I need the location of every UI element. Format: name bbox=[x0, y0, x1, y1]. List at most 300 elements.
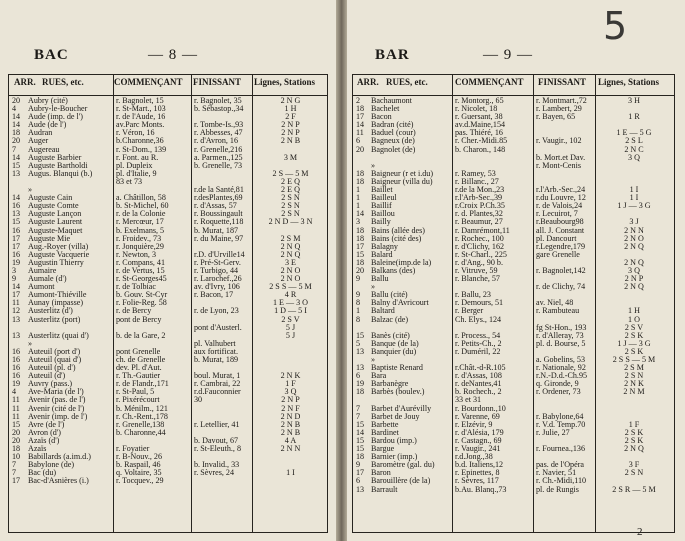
cell-start: r. St-Charl., 225 bbox=[455, 250, 507, 259]
table-rows bbox=[353, 97, 674, 494]
table-row bbox=[9, 97, 327, 105]
table-row bbox=[353, 429, 674, 437]
cell-street: Bachaumont bbox=[371, 97, 412, 105]
cell-start: r. d'Alésia, 179 bbox=[455, 428, 504, 437]
col-header-end: FINISSANT bbox=[538, 77, 587, 87]
cell-start: r. Font. au R. bbox=[116, 153, 159, 162]
cell-start: pas. Thiéré, 16 bbox=[455, 129, 503, 138]
cell-lines: 5 J bbox=[285, 331, 296, 340]
cell-start: r. Vitruve, 59 bbox=[455, 266, 498, 275]
col-header-arr: ARR. bbox=[357, 77, 379, 87]
cell-lines: 2 N P bbox=[281, 121, 300, 130]
cell-arr: 9 bbox=[12, 275, 17, 284]
cell-end: b. Grenelle, 73 bbox=[194, 161, 243, 170]
cell-arr: 17 bbox=[356, 469, 365, 478]
table-row bbox=[353, 137, 674, 145]
cell-end: r. Navier, 51 bbox=[536, 469, 577, 478]
cell-start: r. Épinettes, 8 bbox=[455, 469, 500, 478]
cell-lines: 2 S V bbox=[624, 323, 644, 332]
cell-lines: 3 F bbox=[628, 461, 640, 470]
cell-end: r. Bacon, 17 bbox=[194, 291, 234, 300]
cell-lines: 2 N B bbox=[280, 428, 301, 437]
table-row bbox=[353, 348, 674, 356]
table-row bbox=[353, 113, 674, 121]
cell-end: gare Grenelle bbox=[536, 250, 580, 259]
cell-arr: 20 bbox=[356, 266, 365, 275]
cell-lines: 3 J bbox=[629, 218, 639, 227]
cell-start: b. de la Gare, 2 bbox=[116, 331, 166, 340]
cell-end: a. Gobelins, 53 bbox=[536, 356, 586, 364]
table-row bbox=[353, 194, 674, 202]
cell-street: Aubry-le-Boucher bbox=[28, 105, 88, 114]
table-row bbox=[353, 380, 674, 388]
cell-start: q. Voltaire, 35 bbox=[116, 469, 162, 478]
cell-street: Balagny bbox=[371, 242, 398, 251]
cell-arr: 1 bbox=[356, 186, 361, 195]
cell-end: r. Fournea.,136 bbox=[536, 445, 586, 454]
cell-end: r. Letellier, 41 bbox=[194, 420, 240, 429]
cell-lines: 2 N D — 3 N bbox=[268, 218, 313, 227]
cell-start: r. deNantes,41 bbox=[455, 380, 502, 389]
cell-start: r. Ballu, 23 bbox=[455, 291, 491, 300]
cell-lines: 2 S M bbox=[280, 234, 301, 243]
cell-street: Aunay (impasse) bbox=[28, 299, 84, 308]
cell-end: a. Parmen.,125 bbox=[194, 153, 243, 162]
cell-street: Auguste Bartholdi bbox=[28, 161, 88, 170]
cell-start: b. Ménilm., 121 bbox=[116, 404, 168, 413]
cell-start: a. Châtillon, 58 bbox=[116, 194, 166, 203]
table-row bbox=[353, 97, 674, 105]
cell-start: 83 et 73 bbox=[116, 177, 143, 186]
table-row bbox=[9, 251, 327, 259]
cell-lines: 2 N B bbox=[280, 137, 301, 146]
cell-arr: 15 bbox=[12, 218, 21, 227]
table-row bbox=[9, 388, 327, 396]
cell-street: Bacon bbox=[371, 113, 392, 122]
left-page bbox=[0, 0, 336, 541]
cell-street: Aude (imp. de l') bbox=[28, 113, 83, 122]
cell-street: Bardinet bbox=[371, 428, 399, 437]
cell-lines: 2 N P bbox=[624, 275, 644, 284]
cell-end: r. Roquette,118 bbox=[194, 218, 244, 227]
cell-arr: 13 bbox=[356, 485, 365, 494]
cell-arr: 10 bbox=[12, 453, 21, 462]
cell-start: r. Grenelle,138 bbox=[116, 420, 165, 429]
table-row bbox=[9, 146, 327, 154]
cell-end: r.Beaubourg98 bbox=[536, 218, 584, 227]
cell-street: Balny d'Avricourt bbox=[371, 299, 429, 308]
table-row bbox=[9, 380, 327, 388]
cell-end: r. Cambrai, 22 bbox=[194, 380, 241, 389]
cell-start: b. St-Michel, 60 bbox=[116, 202, 169, 211]
cell-arr: 13 bbox=[12, 210, 21, 219]
table-row bbox=[353, 202, 674, 210]
table-row bbox=[353, 324, 674, 332]
cell-end: b. Murat, 189 bbox=[194, 356, 239, 364]
cell-street: Banque (de la) bbox=[371, 339, 419, 348]
cell-start: b. Charonne,44 bbox=[116, 428, 166, 437]
table-row bbox=[9, 372, 327, 380]
cell-lines: 1 E — 3 O bbox=[272, 299, 309, 308]
cell-lines: 2 N F bbox=[281, 404, 300, 413]
table-row bbox=[353, 372, 674, 380]
cell-lines: 2 N G bbox=[280, 97, 301, 105]
cell-arr: 6 bbox=[356, 477, 361, 486]
cell-arr: 16 bbox=[12, 347, 21, 356]
table-row bbox=[9, 283, 327, 291]
cell-end: pont d'Austerl. bbox=[194, 323, 242, 332]
table-row bbox=[9, 235, 327, 243]
cell-street: Bardou (imp.) bbox=[371, 436, 417, 445]
cell-arr: 7 bbox=[356, 404, 361, 413]
table-row bbox=[353, 267, 674, 275]
cell-lines: 2 N K bbox=[624, 380, 644, 389]
table-row bbox=[353, 227, 674, 235]
table-row bbox=[353, 445, 674, 453]
cell-start: r. B-Nouv., 26 bbox=[116, 453, 163, 462]
cell-start: pont de Bercy bbox=[116, 315, 162, 324]
cell-lines: 4 A bbox=[284, 436, 297, 445]
cell-arr: 13 bbox=[12, 331, 21, 340]
cell-street: Avenir (cité de l') bbox=[28, 404, 85, 413]
cell-end: pl. d. Bourse, 5 bbox=[536, 339, 586, 348]
table-row bbox=[353, 105, 674, 113]
cell-end: r. Julie, 27 bbox=[536, 428, 570, 437]
cell-arr: 6 bbox=[356, 372, 361, 381]
cell-street: Ave-Maria (de l') bbox=[28, 388, 84, 397]
table-row bbox=[9, 469, 327, 477]
cell-end: r.d.Fauconnier bbox=[194, 388, 241, 397]
table-row bbox=[9, 227, 327, 235]
table-row bbox=[9, 429, 327, 437]
table-row bbox=[353, 235, 674, 243]
cell-street: Barbès (boulev.) bbox=[371, 388, 425, 397]
table-row bbox=[353, 332, 674, 340]
table-row bbox=[353, 340, 674, 348]
cell-arr: 14 bbox=[356, 428, 365, 437]
cell-end: pl. Valhubert bbox=[194, 339, 236, 348]
cell-street: Bains (cité des) bbox=[371, 234, 422, 243]
table-row bbox=[9, 275, 327, 283]
cell-street: Bara bbox=[371, 372, 387, 381]
cell-arr: 15 bbox=[356, 436, 365, 445]
cell-street: Bachelet bbox=[371, 105, 400, 114]
cell-lines: 2 S N bbox=[281, 210, 300, 219]
cell-end: r. du Maine, 97 bbox=[194, 234, 244, 243]
table-row bbox=[353, 146, 674, 154]
cell-end: b. Invalid., 33 bbox=[194, 461, 240, 470]
cell-start: r. Jonquière,29 bbox=[116, 242, 164, 251]
cell-arr: 7 bbox=[12, 461, 17, 470]
cell-arr: 18 bbox=[356, 177, 365, 186]
table-row bbox=[9, 396, 327, 404]
cell-street: Augereau bbox=[28, 145, 60, 154]
cell-start: av.d.Maine,154 bbox=[455, 121, 506, 130]
cell-arr: 16 bbox=[12, 364, 21, 373]
cell-arr: 19 bbox=[12, 258, 21, 267]
cell-start: dev. Pl. d'Aut. bbox=[116, 364, 162, 373]
table-row bbox=[353, 469, 674, 477]
table-row bbox=[9, 121, 327, 129]
cell-end: fg St-Hon., 193 bbox=[536, 323, 587, 332]
page-heading-bar: BAR bbox=[375, 47, 410, 63]
cell-lines: 1 J — 3 G bbox=[617, 339, 651, 348]
cell-arr: 15 bbox=[356, 331, 365, 340]
cell-lines: 2 E Q bbox=[281, 177, 300, 186]
cell-start: b. Rochech., 2 bbox=[455, 388, 502, 397]
table-row bbox=[9, 210, 327, 218]
cell-start: Ch. Elys., 124 bbox=[455, 315, 502, 324]
cell-end: r.N.-D.d.-Ch.95 bbox=[536, 372, 588, 381]
cell-lines: 1 I bbox=[629, 194, 639, 203]
cell-end: r. Vaugir., 102 bbox=[536, 137, 582, 146]
table-row bbox=[353, 121, 674, 129]
cell-end: boul. Murat, 1 bbox=[194, 372, 241, 381]
cell-street: Aubry (cité) bbox=[28, 97, 68, 105]
cell-end: r. Ordener, 73 bbox=[536, 388, 581, 397]
cell-end: r.de la Santé,81 bbox=[194, 186, 244, 195]
cell-street: Baillif bbox=[371, 202, 392, 211]
cell-start: r. d'Ang., 90 b. bbox=[455, 258, 503, 267]
cell-start: r. Billanc., 27 bbox=[455, 177, 499, 186]
table-row bbox=[353, 275, 674, 283]
cell-start: r. St-Paul, 5 bbox=[116, 388, 155, 397]
cell-arr: 18 bbox=[12, 129, 21, 138]
table-row bbox=[9, 348, 327, 356]
cell-lines: 2 N N bbox=[624, 226, 644, 235]
cell-arr: 13 bbox=[356, 364, 365, 373]
table-row bbox=[9, 259, 327, 267]
cell-end: r. Montmart.,72 bbox=[536, 97, 587, 105]
cell-arr: 11 bbox=[356, 129, 364, 138]
col-header-start: COMMENÇANT bbox=[114, 77, 183, 87]
cell-arr: 8 bbox=[356, 315, 361, 324]
cell-arr: 8 bbox=[356, 299, 361, 308]
right-page bbox=[347, 0, 685, 541]
col-header-end: FINISSANT bbox=[193, 77, 242, 87]
cell-street: Avron (d') bbox=[28, 428, 61, 437]
cell-end: r. Babylone,64 bbox=[536, 412, 584, 421]
cell-arr: 1 bbox=[356, 194, 361, 203]
cell-end: r. St-Eleuth., 8 bbox=[194, 445, 241, 454]
col-header-start: COMMENÇANT bbox=[455, 77, 524, 87]
cell-arr: 19 bbox=[356, 380, 365, 389]
cell-arr: 17 bbox=[356, 113, 365, 122]
cell-start: r. Th.-Gautier bbox=[116, 372, 161, 381]
cell-end: r.l'Arb.-Sec.,24 bbox=[536, 186, 586, 195]
cell-arr: 14 bbox=[12, 113, 21, 122]
cell-end: q. Gironde, 9 bbox=[536, 380, 579, 389]
page-number-8: — 8 — bbox=[148, 47, 198, 63]
table-row bbox=[353, 251, 674, 259]
cell-lines: 2 N P bbox=[281, 396, 300, 405]
table-row bbox=[9, 194, 327, 202]
cell-street: Avenir (imp. de l') bbox=[28, 412, 88, 421]
cell-street: » bbox=[371, 356, 376, 364]
cell-street: Austerlitz (quai d') bbox=[28, 331, 89, 340]
table-row bbox=[9, 267, 327, 275]
table-row bbox=[353, 477, 674, 485]
cell-street: Barbet d'Aurévilly bbox=[371, 404, 432, 413]
cell-arr: 18 bbox=[356, 453, 365, 462]
cell-end: r. Bagnolet,142 bbox=[536, 266, 586, 275]
table-row bbox=[9, 340, 327, 348]
cell-arr: 18 bbox=[356, 226, 365, 235]
cell-end: 30 bbox=[194, 396, 203, 405]
cell-street: Bargue bbox=[371, 445, 395, 454]
cell-arr: 18 bbox=[356, 388, 365, 397]
cell-street: Balkans (des) bbox=[371, 266, 416, 275]
cell-start: r.Chât.-d-R.105 bbox=[455, 364, 506, 373]
cell-start: r. Berger bbox=[455, 307, 484, 316]
cell-end: r. Bagnolet, 35 bbox=[194, 97, 242, 105]
cell-lines: 2 N Q bbox=[280, 242, 301, 251]
cell-start: r. Sèvres, 117 bbox=[455, 477, 499, 486]
cell-arr: 5 bbox=[356, 339, 361, 348]
cell-street: Avre (de l') bbox=[28, 420, 65, 429]
cell-end: r. Larochef.,26 bbox=[194, 275, 242, 284]
cell-lines: 2 S N bbox=[624, 469, 644, 478]
cell-lines: 1 F bbox=[285, 380, 296, 389]
cell-street: » bbox=[28, 186, 33, 195]
cell-arr: 18 bbox=[356, 234, 365, 243]
col-header-arr: ARR. bbox=[14, 77, 36, 87]
cell-start: b.d. Italiens,12 bbox=[455, 461, 504, 470]
page-number-9: — 9 — bbox=[483, 47, 533, 63]
col-header-street: RUES, etc. bbox=[42, 77, 84, 87]
cell-arr: 19 bbox=[12, 380, 21, 389]
cell-arr: 16 bbox=[12, 356, 21, 364]
cell-street: Auguste Laurent bbox=[28, 218, 83, 227]
cell-arr: 15 bbox=[356, 445, 365, 454]
cell-street: Baltard bbox=[371, 307, 395, 316]
cell-lines: 2 N K bbox=[280, 372, 301, 381]
cell-street: Banès (cité) bbox=[371, 331, 410, 340]
cell-end: r. Lecuirot, 7 bbox=[536, 210, 578, 219]
cell-street: Baleine(imp.de la) bbox=[371, 258, 432, 267]
cell-street: Baigneur (villa du) bbox=[371, 177, 433, 186]
cell-arr: 16 bbox=[12, 226, 21, 235]
cell-end: b. Murat, 187 bbox=[194, 226, 239, 235]
cell-arr: 4 bbox=[12, 105, 17, 114]
table-row bbox=[9, 405, 327, 413]
cell-lines: 2 N B bbox=[280, 420, 301, 429]
cell-lines: 3 E bbox=[284, 258, 296, 267]
cell-street: Auguste Lançon bbox=[28, 210, 82, 219]
cell-lines: 2 S — 5 M bbox=[272, 169, 309, 178]
cell-arr: 17 bbox=[12, 477, 21, 486]
cell-end: r.desPlantes,69 bbox=[194, 194, 243, 203]
cell-end: r. Tombe-Is.,93 bbox=[194, 121, 244, 130]
cell-end: pl. de Rungis bbox=[536, 485, 579, 494]
cell-start: pl. Dupleix bbox=[116, 161, 153, 170]
cell-street: » bbox=[371, 161, 376, 170]
cell-start: r. Damrémont,11 bbox=[455, 226, 510, 235]
cell-street: Auguste Vacquerie bbox=[28, 250, 90, 259]
cell-start: r. d'Assas, 108 bbox=[455, 372, 502, 381]
cell-arr: 9 bbox=[356, 275, 361, 284]
cell-start: pl. d'Italie, 9 bbox=[116, 169, 157, 178]
cell-arr: 3 bbox=[356, 218, 361, 227]
cell-end: r. V.d. Temp.70 bbox=[536, 420, 586, 429]
table-row bbox=[353, 486, 674, 494]
cell-start: b.Au. Blanq.,73 bbox=[455, 485, 507, 494]
cell-arr: 4 bbox=[12, 388, 17, 397]
cell-end: b. Mort.et Dav. bbox=[536, 153, 586, 162]
cell-lines: 1 O bbox=[628, 315, 640, 324]
cell-lines: 1 J — 3 G bbox=[617, 202, 651, 211]
cell-end: r. Pré-St-Gerv. bbox=[194, 258, 241, 267]
table-row bbox=[353, 178, 674, 186]
cell-start: r. St-Dom., 139 bbox=[116, 145, 167, 154]
cell-street: Azaïs (d') bbox=[28, 436, 60, 445]
cell-street: Auteuil (port d') bbox=[28, 347, 81, 356]
cell-arr: 17 bbox=[12, 291, 21, 300]
cell-lines: 1 I bbox=[629, 186, 639, 195]
cell-end: r. Mont-Cenis bbox=[536, 161, 581, 170]
cell-lines: 2 S K bbox=[624, 428, 644, 437]
cell-start: b. Raspail, 46 bbox=[116, 461, 161, 470]
cell-start: r. Folie-Reg. 58 bbox=[116, 299, 167, 308]
col-header-lines: Lignes, Stations bbox=[598, 77, 660, 87]
table-row bbox=[353, 186, 674, 194]
cell-start: r. Varenne, 69 bbox=[455, 412, 500, 421]
table-row bbox=[353, 210, 674, 218]
table-row bbox=[9, 137, 327, 145]
page-heading-bac: BAC bbox=[34, 47, 69, 63]
cell-start: r. de Tolbiac bbox=[116, 283, 156, 292]
cell-arr: 20 bbox=[12, 428, 21, 437]
table-row bbox=[353, 218, 674, 226]
cell-start: r. d. Plantes,32 bbox=[455, 210, 503, 219]
cell-start: r. d'Clichy, 162 bbox=[455, 242, 505, 251]
cell-start: r. Blanche, 57 bbox=[455, 275, 500, 284]
cell-street: Auteuil (quai d') bbox=[28, 356, 82, 364]
table-row bbox=[353, 413, 674, 421]
cell-start: r. Rochec., 100 bbox=[455, 234, 504, 243]
cell-street: Austerlitz (d') bbox=[28, 307, 73, 316]
table-row bbox=[9, 461, 327, 469]
cell-lines: 1 D — 5 I bbox=[274, 307, 307, 316]
cell-lines: 1 I bbox=[286, 469, 295, 478]
cell-lines: 1 E — 5 G bbox=[616, 129, 652, 138]
cell-street: Austerlitz (port) bbox=[28, 315, 81, 324]
table-row bbox=[9, 356, 327, 364]
cell-start: r. Tocquev., 29 bbox=[116, 477, 164, 486]
table-row bbox=[353, 356, 674, 364]
cell-street: Babillards (a.im.d.) bbox=[28, 453, 91, 462]
table-row bbox=[9, 186, 327, 194]
cell-end: r. Grenelle,216 bbox=[194, 145, 243, 154]
cell-end: r. de Valois,24 bbox=[536, 202, 583, 211]
cell-arr: 20 bbox=[12, 436, 21, 445]
cell-street: Barouillère (de la) bbox=[371, 477, 431, 486]
cell-end: pl. Dancourt bbox=[536, 234, 577, 243]
cell-street: Aumaire bbox=[28, 266, 57, 275]
table-row bbox=[9, 364, 327, 372]
cell-lines: 1 H bbox=[284, 105, 297, 114]
cell-street: Aude (de l') bbox=[28, 121, 67, 130]
cell-start: r. Ramey, 53 bbox=[455, 169, 496, 178]
cell-start: r. Nicolet, 18 bbox=[455, 105, 498, 114]
cell-street: Bac-d'Asnières (i.) bbox=[28, 477, 89, 486]
cell-lines: 2 N O bbox=[280, 266, 301, 275]
table-row bbox=[9, 218, 327, 226]
cell-street: Ballu bbox=[371, 275, 389, 284]
table-row bbox=[353, 162, 674, 170]
cell-street: Barbet de Jouy bbox=[371, 412, 420, 421]
cell-arr: 20 bbox=[12, 97, 21, 105]
